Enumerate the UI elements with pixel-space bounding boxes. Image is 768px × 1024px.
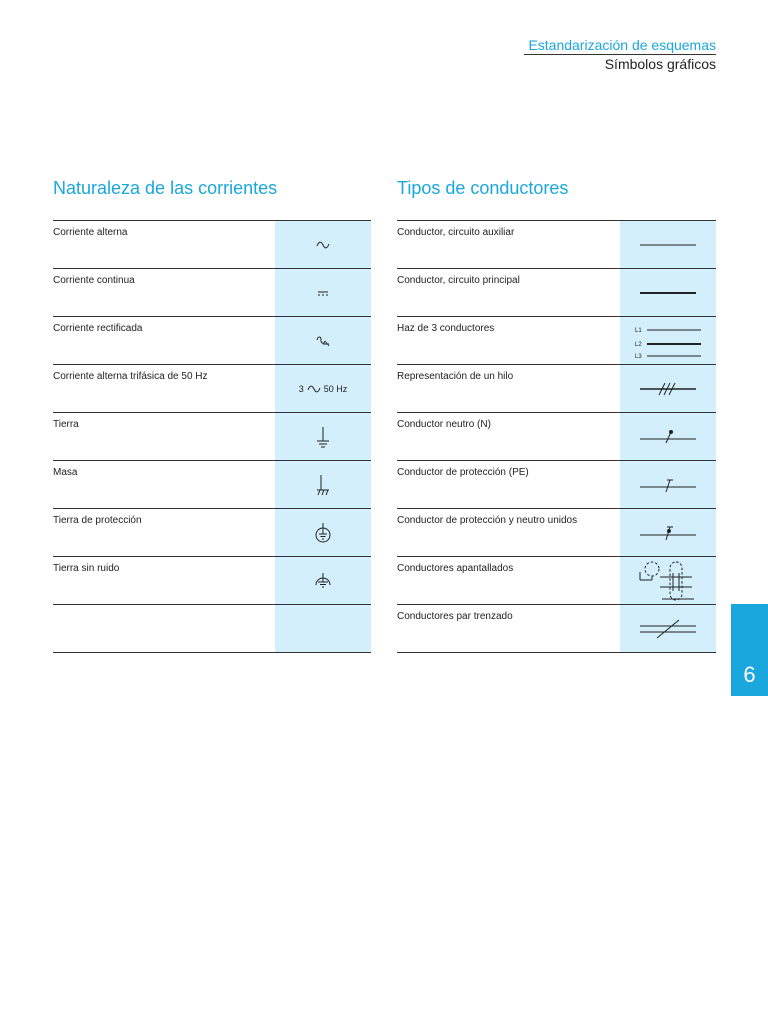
noiseless-earth-icon — [314, 572, 332, 590]
symbol-cell — [620, 269, 716, 316]
currents-section-title: Naturaleza de las corrientes — [53, 178, 278, 198]
rectified-current-icon — [315, 335, 331, 347]
symbol-cell — [275, 317, 371, 364]
chapter-tab — [731, 604, 768, 696]
twisted-pair-icon — [639, 616, 697, 642]
thick-line-icon — [639, 290, 697, 296]
table-row — [53, 557, 371, 605]
table-row — [53, 461, 371, 509]
neutral-conductor-icon — [639, 428, 697, 446]
phase-label: L2 — [635, 341, 642, 348]
phase-count: 3 — [298, 383, 304, 394]
three-conductor-bundle-icon — [633, 323, 703, 359]
row-label: Conductor, circuito principal — [397, 275, 520, 286]
row-label: Tierra sin ruido — [53, 563, 120, 574]
symbol-cell — [275, 605, 371, 652]
row-label: Conductor, circuito auxiliar — [397, 227, 515, 238]
header-subtitle: Símbolos gráficos — [604, 56, 716, 72]
row-label: Haz de 3 conductores — [397, 323, 495, 334]
table-row — [397, 365, 716, 413]
row-label: Corriente alterna trifásica de 50 Hz — [53, 371, 208, 382]
alternating-current-icon — [315, 240, 331, 250]
row-label: Conductores par trenzado — [397, 611, 513, 622]
pen-conductor-icon — [639, 524, 697, 542]
symbol-cell — [275, 269, 371, 316]
protective-conductor-icon — [639, 476, 697, 494]
symbol-cell — [620, 557, 716, 604]
table-row — [53, 509, 371, 557]
single-line-three-wires-icon — [639, 380, 697, 398]
thin-line-icon — [639, 242, 697, 248]
table-row — [53, 413, 371, 461]
protective-earth-icon — [314, 522, 332, 544]
table-row — [397, 221, 716, 269]
symbol-cell — [275, 557, 371, 604]
phase-label: L1 — [635, 327, 642, 334]
currents-table — [53, 220, 371, 653]
row-label: Corriente continua — [53, 275, 135, 286]
chassis-ground-icon — [315, 474, 331, 496]
symbol-cell — [620, 221, 716, 268]
frequency-label: 50 Hz — [323, 383, 348, 394]
table-row — [53, 269, 371, 317]
symbol-cell — [620, 365, 716, 412]
phase-label: L3 — [635, 353, 642, 359]
table-row — [397, 461, 716, 509]
three-phase-icon — [306, 384, 322, 394]
symbol-cell — [275, 221, 371, 268]
symbol-cell — [620, 317, 716, 364]
row-label: Tierra de protección — [53, 515, 142, 526]
row-label: Masa — [53, 467, 78, 478]
table-row — [53, 221, 371, 269]
table-row — [397, 269, 716, 317]
row-label: Corriente alterna — [53, 227, 128, 238]
row-label: Corriente rectificada — [53, 323, 143, 334]
symbol-cell — [620, 605, 716, 652]
table-row — [397, 317, 716, 365]
row-label: Conductor de protección y neutro unidos — [397, 515, 578, 526]
table-row — [53, 605, 371, 653]
currents-section — [53, 178, 371, 653]
direct-current-icon — [316, 288, 330, 298]
symbol-cell — [275, 509, 371, 556]
earth-icon — [315, 426, 331, 448]
symbol-cell — [275, 413, 371, 460]
table-row — [397, 413, 716, 461]
shielded-conductors-icon — [638, 559, 698, 603]
symbol-cell — [275, 365, 371, 412]
table-row — [53, 317, 371, 365]
table-row — [397, 557, 716, 605]
symbol-cell — [620, 509, 716, 556]
header-rule — [524, 54, 716, 55]
row-label: Tierra — [53, 419, 79, 430]
conductors-section-title: Tipos de conductores — [397, 178, 569, 198]
table-row — [397, 509, 716, 557]
symbol-cell — [620, 413, 716, 460]
row-label: Conductor neutro (N) — [397, 419, 491, 430]
row-label: Representación de un hilo — [397, 371, 514, 382]
table-row — [53, 365, 371, 413]
symbol-cell — [620, 461, 716, 508]
row-label: Conductores apantallados — [397, 563, 514, 574]
symbol-cell — [275, 461, 371, 508]
conductors-table — [397, 220, 716, 653]
table-row — [397, 605, 716, 653]
header-title: Estandarización de esquemas — [528, 37, 716, 53]
chapter-number: 6 — [743, 662, 756, 687]
conductors-section — [397, 178, 716, 653]
row-label: Conductor de protección (PE) — [397, 467, 529, 478]
